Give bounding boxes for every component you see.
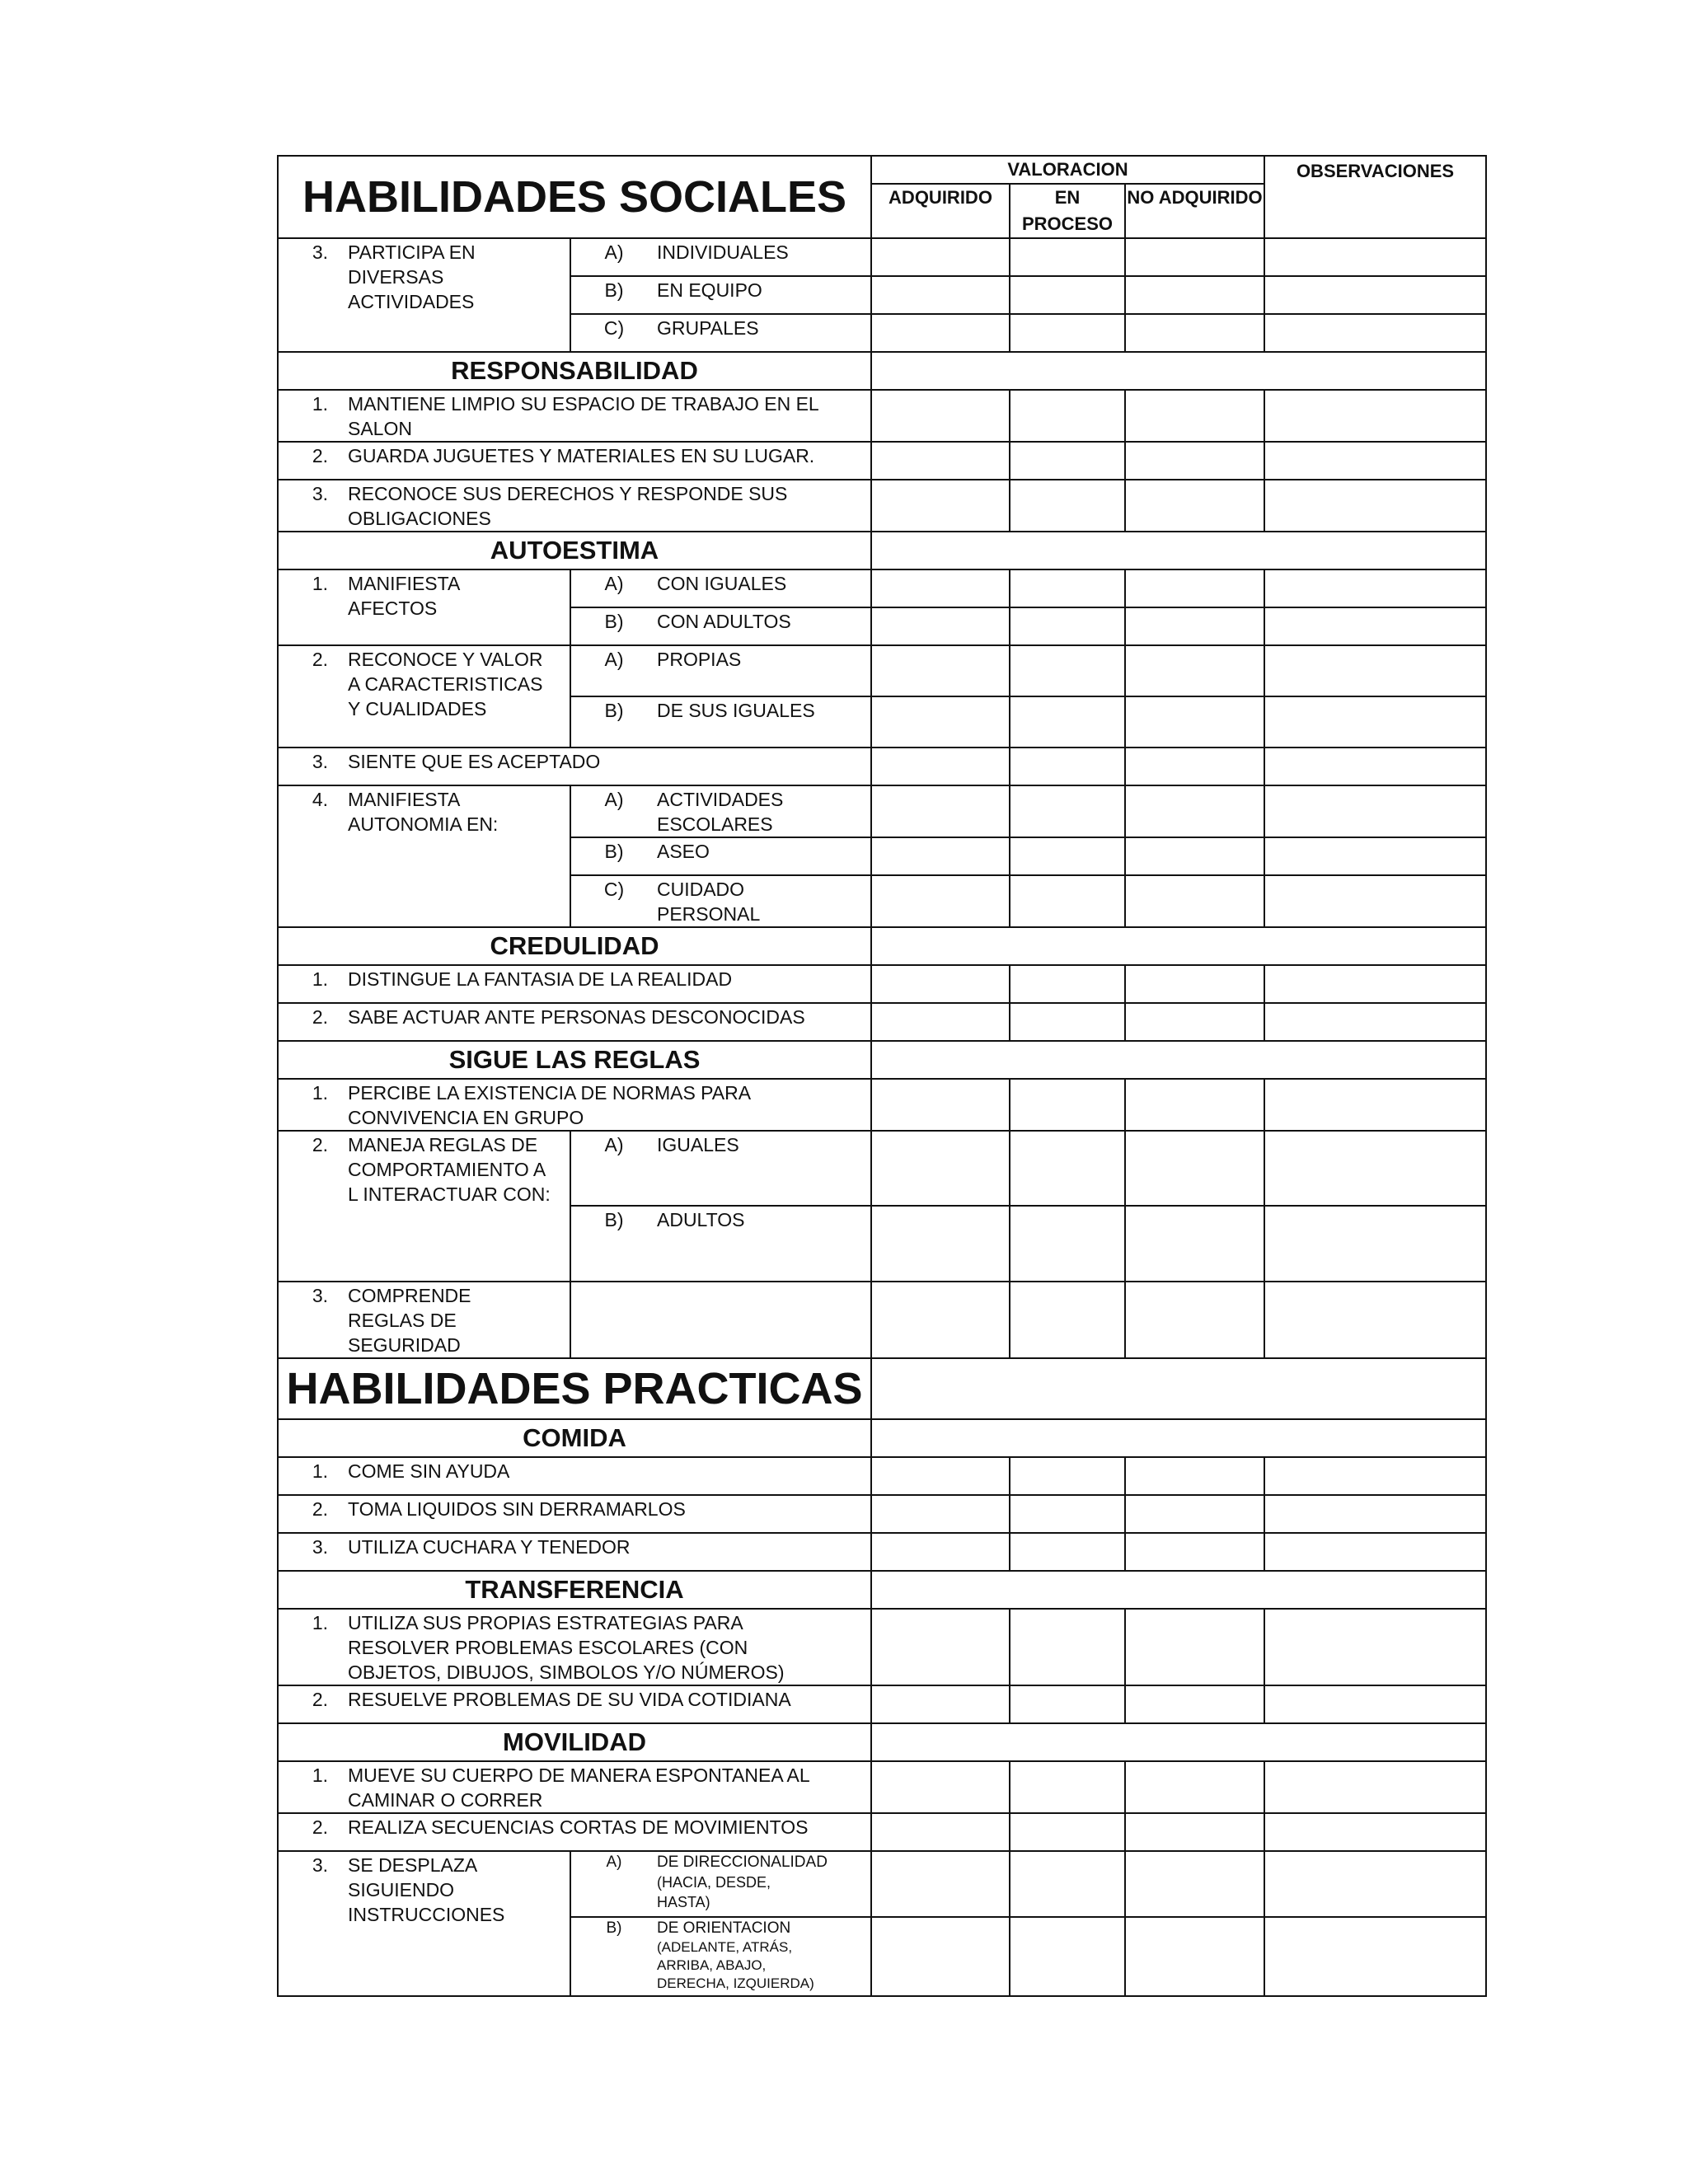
- option-cell: B) EN EQUIPO: [570, 276, 871, 314]
- adquirido-cell[interactable]: [871, 965, 1010, 1003]
- en-proceso-cell[interactable]: [1010, 1495, 1125, 1533]
- en-proceso-cell[interactable]: [1010, 390, 1125, 442]
- no-adquirido-cell[interactable]: [1125, 1003, 1264, 1041]
- section-blank: [871, 1358, 1486, 1419]
- adquirido-cell[interactable]: [871, 1079, 1010, 1131]
- item-cell: 3. SIENTE QUE ES ACEPTADO: [278, 748, 871, 785]
- section-title-responsabilidad: RESPONSABILIDAD: [278, 352, 871, 390]
- en-proceso-cell[interactable]: [1010, 1003, 1125, 1041]
- observaciones-cell[interactable]: [1264, 1533, 1486, 1571]
- observaciones-cell[interactable]: [1264, 1457, 1486, 1495]
- adquirido-cell[interactable]: [871, 1457, 1010, 1495]
- en-proceso-cell[interactable]: [1010, 238, 1125, 276]
- section-blank: [871, 352, 1486, 390]
- no-adquirido-cell[interactable]: [1125, 1457, 1264, 1495]
- no-adquirido-cell[interactable]: [1125, 875, 1264, 927]
- no-adquirido-cell[interactable]: [1125, 1206, 1264, 1282]
- observaciones-cell[interactable]: [1264, 1206, 1486, 1282]
- item-cell: 2. GUARDA JUGUETES Y MATERIALES EN SU LUGAR.: [278, 442, 871, 480]
- item-cell: 2. SABE ACTUAR ANTE PERSONAS DESCONOCIDAS: [278, 1003, 871, 1041]
- adquirido-cell[interactable]: [871, 607, 1010, 645]
- evaluation-table: [277, 155, 1487, 1997]
- option-cell: B) ASEO: [570, 837, 871, 875]
- observaciones-cell[interactable]: [1264, 1813, 1486, 1851]
- adquirido-cell[interactable]: [871, 276, 1010, 314]
- autonomia-label: 4. MANIFIESTA AUTONOMIA EN:: [278, 785, 570, 927]
- adquirido-cell[interactable]: [871, 480, 1010, 532]
- observaciones-cell[interactable]: [1264, 1282, 1486, 1358]
- maneja-reglas-label: 2. MANEJA REGLAS DE COMPORTAMIENTO AL INTERACTUAR CON:: [278, 1131, 570, 1282]
- no-adquirido-cell[interactable]: [1125, 965, 1264, 1003]
- adquirido-cell[interactable]: [871, 1917, 1010, 1996]
- en-proceso-cell[interactable]: [1010, 1206, 1125, 1282]
- en-proceso-cell[interactable]: [1010, 1685, 1125, 1723]
- reconoce-label: 2. RECONOCE Y VALORA CARACTERISTICAS Y CUALIDADES: [278, 645, 570, 748]
- observaciones-cell[interactable]: [1264, 238, 1486, 276]
- observaciones-cell[interactable]: [1264, 390, 1486, 442]
- adquirido-cell[interactable]: [871, 837, 1010, 875]
- en-proceso-cell[interactable]: [1010, 442, 1125, 480]
- no-adquirido-cell[interactable]: [1125, 314, 1264, 352]
- en-proceso-cell[interactable]: [1010, 1917, 1125, 1996]
- option-cell: A) DE DIRECCIONALIDAD (HACIA, DESDE, HASTA): [570, 1851, 871, 1917]
- item-cell: 2. REALIZA SECUENCIAS CORTAS DE MOVIMIENTOS: [278, 1813, 871, 1851]
- en-proceso-cell[interactable]: [1010, 1282, 1125, 1358]
- observaciones-cell[interactable]: [1264, 1761, 1486, 1813]
- no-adquirido-header: NO ADQUIRIDO: [1125, 184, 1264, 238]
- no-adquirido-cell[interactable]: [1125, 569, 1264, 607]
- option-cell: A) ACTIVIDADES ESCOLARES: [570, 785, 871, 837]
- no-adquirido-cell[interactable]: [1125, 785, 1264, 837]
- observaciones-cell[interactable]: [1264, 875, 1486, 927]
- adquirido-cell[interactable]: [871, 748, 1010, 785]
- observaciones-cell[interactable]: [1264, 314, 1486, 352]
- en-proceso-cell[interactable]: [1010, 1533, 1125, 1571]
- afectos-label: 1. MANIFIESTA AFECTOS: [278, 569, 570, 645]
- adquirido-header: ADQUIRIDO: [871, 184, 1010, 238]
- no-adquirido-cell[interactable]: [1125, 748, 1264, 785]
- no-adquirido-cell[interactable]: [1125, 1609, 1264, 1685]
- no-adquirido-cell[interactable]: [1125, 1917, 1264, 1996]
- observaciones-cell[interactable]: [1264, 276, 1486, 314]
- adquirido-cell[interactable]: [871, 1761, 1010, 1813]
- observaciones-cell[interactable]: [1264, 785, 1486, 837]
- observaciones-cell[interactable]: [1264, 837, 1486, 875]
- item-cell: 1. MUEVE SU CUERPO DE MANERA ESPONTANEA AL CAMINAR O CORRER: [278, 1761, 871, 1813]
- en-proceso-cell[interactable]: [1010, 837, 1125, 875]
- no-adquirido-cell[interactable]: [1125, 607, 1264, 645]
- observaciones-cell[interactable]: [1264, 442, 1486, 480]
- item-cell: 1. PERCIBE LA EXISTENCIA DE NORMAS PARA CONVIVENCIA EN GRUPO: [278, 1079, 871, 1131]
- observaciones-cell[interactable]: [1264, 1003, 1486, 1041]
- en-proceso-cell[interactable]: [1010, 1131, 1125, 1206]
- observaciones-cell[interactable]: [1264, 748, 1486, 785]
- en-proceso-cell[interactable]: [1010, 1457, 1125, 1495]
- observaciones-cell[interactable]: [1264, 1851, 1486, 1917]
- en-proceso-cell[interactable]: [1010, 607, 1125, 645]
- no-adquirido-cell[interactable]: [1125, 1813, 1264, 1851]
- no-adquirido-cell[interactable]: [1125, 1495, 1264, 1533]
- no-adquirido-cell[interactable]: [1125, 1079, 1264, 1131]
- observaciones-cell[interactable]: [1264, 1685, 1486, 1723]
- option-cell: B) CON ADULTOS: [570, 607, 871, 645]
- observaciones-cell[interactable]: [1264, 569, 1486, 607]
- section-blank: [871, 1571, 1486, 1609]
- section-blank: [871, 1723, 1486, 1761]
- adquirido-cell[interactable]: [871, 1131, 1010, 1206]
- option-cell: A) INDIVIDUALES: [570, 238, 871, 276]
- item-cell: 2. TOMA LIQUIDOS SIN DERRAMARLOS: [278, 1495, 871, 1533]
- no-adquirido-cell[interactable]: [1125, 1685, 1264, 1723]
- en-proceso-cell[interactable]: [1010, 965, 1125, 1003]
- en-proceso-cell[interactable]: [1010, 1079, 1125, 1131]
- section-title-reglas: SIGUE LAS REGLAS: [278, 1041, 871, 1079]
- participa-label: 3. PARTICIPA EN DIVERSAS ACTIVIDADES: [278, 238, 570, 352]
- no-adquirido-cell[interactable]: [1125, 276, 1264, 314]
- practical-skills-title: HABILIDADES PRACTICAS: [278, 1358, 871, 1419]
- adquirido-cell[interactable]: [871, 1851, 1010, 1917]
- no-adquirido-cell[interactable]: [1125, 1533, 1264, 1571]
- no-adquirido-cell[interactable]: [1125, 1282, 1264, 1358]
- section-title-autoestima: AUTOESTIMA: [278, 532, 871, 569]
- option-cell: A) IGUALES: [570, 1131, 871, 1206]
- observaciones-cell[interactable]: [1264, 607, 1486, 645]
- no-adquirido-cell[interactable]: [1125, 442, 1264, 480]
- item-cell: 1. UTILIZA SUS PROPIAS ESTRATEGIAS PARA RESOLVER PROBLEMAS ESCOLARES (CON OBJETOS, DIBUJOS, SIMBOLOS Y/O NÚMEROS): [278, 1609, 871, 1685]
- adquirido-cell[interactable]: [871, 569, 1010, 607]
- adquirido-cell[interactable]: [871, 1206, 1010, 1282]
- adquirido-cell[interactable]: [871, 238, 1010, 276]
- adquirido-cell[interactable]: [871, 1495, 1010, 1533]
- item-cell: 3. RECONOCE SUS DERECHOS Y RESPONDE SUS OBLIGACIONES: [278, 480, 871, 532]
- observaciones-cell[interactable]: [1264, 1079, 1486, 1131]
- option-cell: B) ADULTOS: [570, 1206, 871, 1282]
- observaciones-cell[interactable]: [1264, 1917, 1486, 1996]
- adquirido-cell[interactable]: [871, 1003, 1010, 1041]
- section-blank: [871, 1041, 1486, 1079]
- observaciones-cell[interactable]: [1264, 645, 1486, 696]
- section-blank: [871, 927, 1486, 965]
- no-adquirido-cell[interactable]: [1125, 480, 1264, 532]
- no-adquirido-cell[interactable]: [1125, 390, 1264, 442]
- observaciones-header: OBSERVACIONES: [1264, 156, 1486, 238]
- adquirido-cell[interactable]: [871, 390, 1010, 442]
- en-proceso-cell[interactable]: [1010, 875, 1125, 927]
- option-cell: B) DE ORIENTACION (ADELANTE, ATRÁS, ARRIBA, ABAJO, DERECHA, IZQUIERDA): [570, 1917, 871, 1996]
- adquirido-cell[interactable]: [871, 1685, 1010, 1723]
- no-adquirido-cell[interactable]: [1125, 696, 1264, 748]
- adquirido-cell[interactable]: [871, 442, 1010, 480]
- adquirido-cell[interactable]: [871, 1282, 1010, 1358]
- no-adquirido-cell[interactable]: [1125, 238, 1264, 276]
- observaciones-cell[interactable]: [1264, 1131, 1486, 1206]
- adquirido-cell[interactable]: [871, 696, 1010, 748]
- section-title-transferencia: TRANSFERENCIA: [278, 1571, 871, 1609]
- no-adquirido-cell[interactable]: [1125, 1761, 1264, 1813]
- adquirido-cell[interactable]: [871, 785, 1010, 837]
- blank-option-cell: [570, 1282, 871, 1358]
- option-cell: B) DE SUS IGUALES: [570, 696, 871, 748]
- social-skills-title: HABILIDADES SOCIALES: [278, 156, 871, 238]
- adquirido-cell[interactable]: [871, 1533, 1010, 1571]
- en-proceso-header: EN PROCESO: [1010, 184, 1125, 238]
- en-proceso-cell[interactable]: [1010, 645, 1125, 696]
- section-title-comida: COMIDA: [278, 1419, 871, 1457]
- observaciones-cell[interactable]: [1264, 1609, 1486, 1685]
- no-adquirido-cell[interactable]: [1125, 1131, 1264, 1206]
- item-cell: 2. RESUELVE PROBLEMAS DE SU VIDA COTIDIANA: [278, 1685, 871, 1723]
- adquirido-cell[interactable]: [871, 314, 1010, 352]
- en-proceso-cell[interactable]: [1010, 748, 1125, 785]
- item-cell: 1. COME SIN AYUDA: [278, 1457, 871, 1495]
- option-cell: C) CUIDADO PERSONAL: [570, 875, 871, 927]
- observaciones-cell[interactable]: [1264, 480, 1486, 532]
- en-proceso-cell[interactable]: [1010, 1609, 1125, 1685]
- en-proceso-cell[interactable]: [1010, 1761, 1125, 1813]
- en-proceso-cell[interactable]: [1010, 314, 1125, 352]
- option-cell: A) CON IGUALES: [570, 569, 871, 607]
- en-proceso-cell[interactable]: [1010, 785, 1125, 837]
- item-cell: 3. COMPRENDE REGLAS DE SEGURIDAD: [278, 1282, 570, 1358]
- option-cell: A) PROPIAS: [570, 645, 871, 696]
- option-cell: C) GRUPALES: [570, 314, 871, 352]
- desplaza-label: 3. SE DESPLAZA SIGUIENDO INSTRUCCIONES: [278, 1851, 570, 1996]
- item-cell: 1. DISTINGUE LA FANTASIA DE LA REALIDAD: [278, 965, 871, 1003]
- en-proceso-cell[interactable]: [1010, 276, 1125, 314]
- adquirido-cell[interactable]: [871, 1813, 1010, 1851]
- adquirido-cell[interactable]: [871, 875, 1010, 927]
- section-title-credulidad: CREDULIDAD: [278, 927, 871, 965]
- no-adquirido-cell[interactable]: [1125, 645, 1264, 696]
- section-title-movilidad: MOVILIDAD: [278, 1723, 871, 1761]
- adquirido-cell[interactable]: [871, 1609, 1010, 1685]
- no-adquirido-cell[interactable]: [1125, 837, 1264, 875]
- en-proceso-cell[interactable]: [1010, 1851, 1125, 1917]
- en-proceso-cell[interactable]: [1010, 480, 1125, 532]
- observaciones-cell[interactable]: [1264, 696, 1486, 748]
- item-cell: 3. UTILIZA CUCHARA Y TENEDOR: [278, 1533, 871, 1571]
- item-cell: 1. MANTIENE LIMPIO SU ESPACIO DE TRABAJO EN EL SALON: [278, 390, 871, 442]
- en-proceso-cell[interactable]: [1010, 696, 1125, 748]
- valoracion-header: VALORACION: [871, 156, 1264, 184]
- en-proceso-cell[interactable]: [1010, 1813, 1125, 1851]
- observaciones-cell[interactable]: [1264, 965, 1486, 1003]
- en-proceso-cell[interactable]: [1010, 569, 1125, 607]
- section-blank: [871, 532, 1486, 569]
- section-blank: [871, 1419, 1486, 1457]
- adquirido-cell[interactable]: [871, 645, 1010, 696]
- observaciones-cell[interactable]: [1264, 1495, 1486, 1533]
- no-adquirido-cell[interactable]: [1125, 1851, 1264, 1917]
